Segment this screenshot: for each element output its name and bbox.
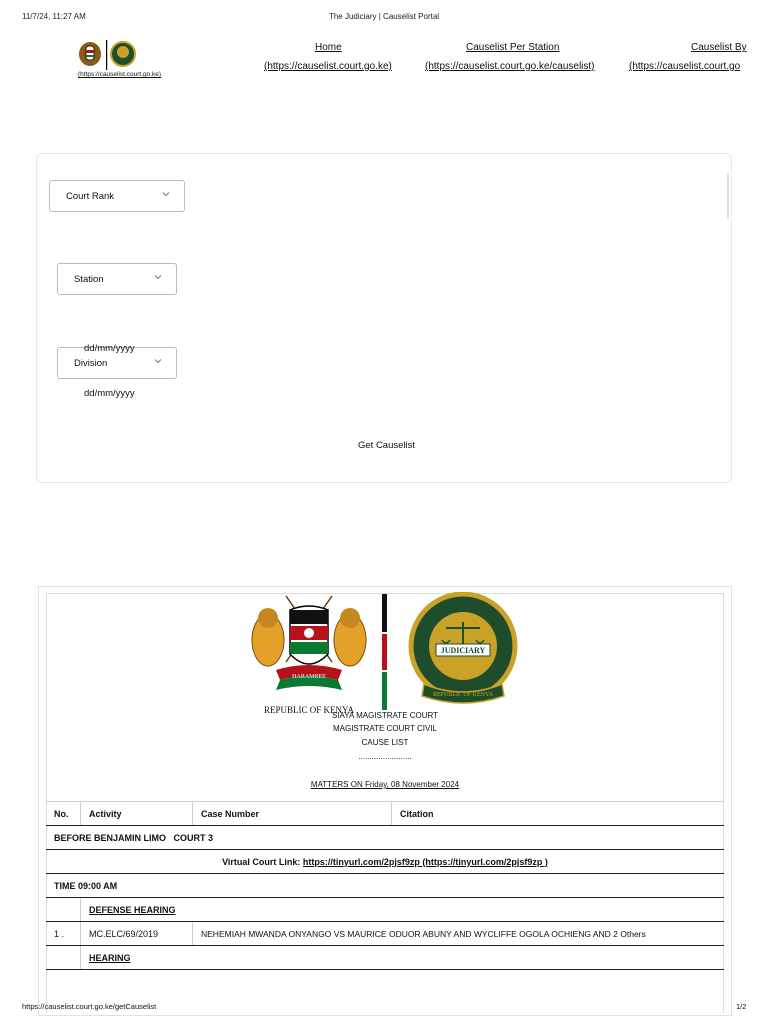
nav-home-url[interactable]: (https://causelist.court.go.ke) [264, 61, 392, 72]
section-defense-hearing: DEFENSE HEARING [81, 898, 725, 922]
table-row [46, 946, 724, 970]
division-label: Division [74, 357, 108, 369]
card-scrollbar[interactable] [727, 173, 729, 219]
judiciary-seal-icon [404, 592, 522, 710]
date-from-input[interactable]: dd/mm/yyyy [84, 343, 135, 354]
svg-text:REPUBLIC OF KENYA: REPUBLIC OF KENYA [432, 692, 494, 698]
list-title: CAUSE LIST [361, 738, 409, 747]
logo-link[interactable]: (https://causelist.court.go.ke) [78, 71, 162, 78]
section-hearing: HEARING [81, 946, 725, 970]
court-rank-label: Court Rank [66, 190, 115, 202]
site-logo[interactable] [76, 38, 138, 72]
causelist-table [46, 801, 724, 970]
nav-causelist-per-station[interactable]: Causelist Per Station [466, 42, 560, 53]
table-row [46, 898, 724, 922]
station-label: Station [74, 273, 104, 285]
print-page-title: The Judiciary | Causelist Portal [328, 12, 440, 21]
flag-stripe [382, 594, 387, 710]
virtual-court-row [46, 850, 724, 874]
table-row [46, 922, 724, 946]
coat-of-arms [246, 592, 372, 715]
date-to-input[interactable]: dd/mm/yyyy [84, 388, 135, 399]
court-division: MAGISTRATE COURT CIVIL [332, 724, 437, 733]
coat-of-arms-icon [246, 592, 372, 696]
judiciary-seal [404, 592, 522, 710]
table-row [46, 874, 724, 898]
nav-home[interactable]: Home [315, 42, 342, 53]
svg-text:HARAMBEE: HARAMBEE [292, 674, 326, 680]
virtual-court-label: Virtual Court Link: [222, 856, 303, 867]
print-datetime: 11/7/24, 11:27 AM [22, 12, 86, 21]
row-citation: NEHEMIAH MWANDA ONYANGO VS MAURICE ODUOR ABUNY AND WYCLIFFE OGOLA OCHIENG AND 2 Others [193, 922, 725, 946]
header-citation: Citation [392, 802, 725, 826]
time-row: TIME 09:00 AM [46, 874, 724, 898]
coat-of-arms-caption: REPUBLIC OF KENYA [263, 705, 354, 715]
header-no: No. [46, 802, 81, 826]
header-activity: Activity [81, 802, 193, 826]
row-case-number: MC.ELC/69/2019 [81, 922, 193, 946]
footer-url: https://causelist.court.go.ke/getCauselist [22, 1002, 157, 1011]
judge-court-row: BEFORE BENJAMIN LIMO COURT 3 [46, 826, 724, 850]
nav-causelist-by[interactable]: Causelist By [691, 42, 747, 53]
svg-text:JUDICIARY: JUDICIARY [440, 646, 486, 655]
matters-on-date: MATTERS ON Friday, 08 November 2024 [310, 780, 460, 789]
table-header-row [46, 802, 724, 826]
chevron-down-icon [154, 357, 162, 365]
footer-page: 1/2 [736, 1002, 747, 1011]
station-select[interactable] [57, 263, 177, 295]
court-name: SIAYA MAGISTRATE COURT [331, 711, 439, 720]
chevron-down-icon [162, 190, 170, 198]
nav-causelist-per-station-url[interactable]: (https://causelist.court.go.ke/causelist) [425, 61, 595, 72]
chevron-down-icon [154, 273, 162, 281]
virtual-court-link[interactable]: https://tinyurl.com/2pjsf9zp (https://tinyurl.com/2pjsf9zp ) [302, 856, 548, 867]
row-no: 1 . [46, 922, 81, 946]
table-row [46, 826, 724, 850]
table-row [46, 850, 724, 874]
title-dots: ........................ [358, 752, 412, 761]
judiciary-logo-icon [76, 38, 138, 72]
court-rank-select[interactable] [49, 180, 185, 212]
nav-causelist-by-url[interactable]: (https://causelist.court.go [629, 61, 741, 72]
get-causelist-button[interactable]: Get Causelist [358, 440, 416, 451]
header-case-number: Case Number [193, 802, 392, 826]
